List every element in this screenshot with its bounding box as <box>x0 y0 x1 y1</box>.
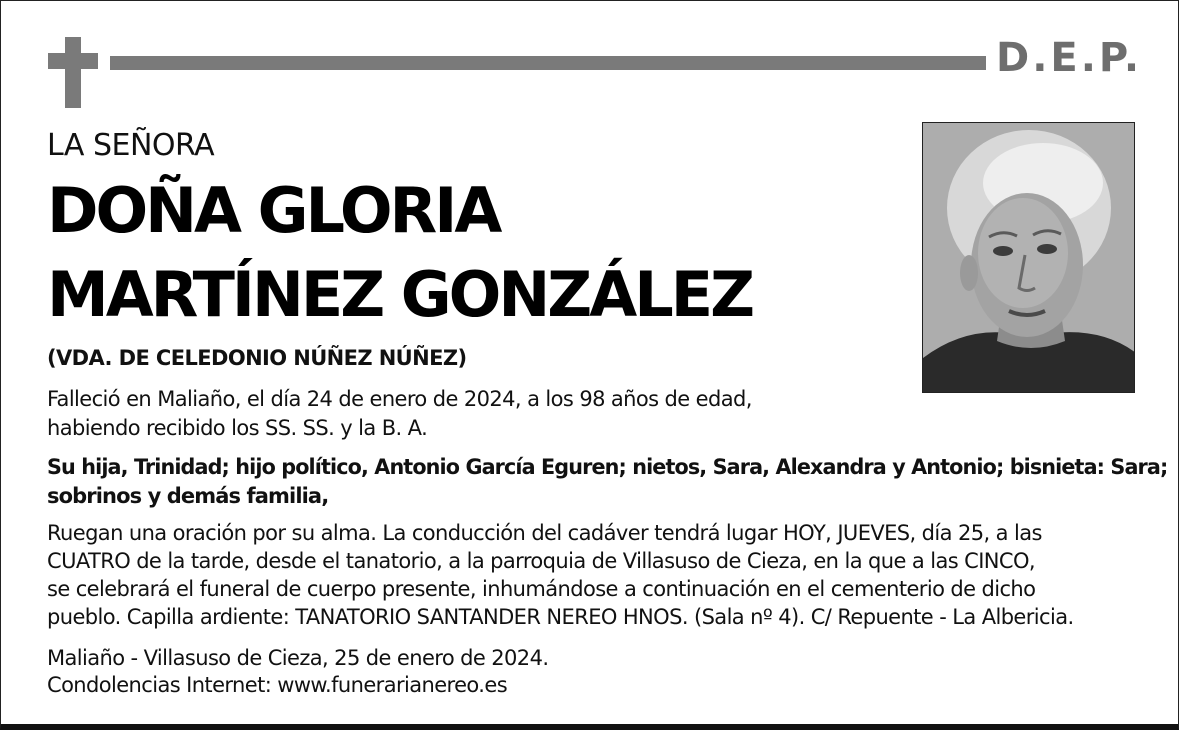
request-line1: Ruegan una oración por su alma. La conducción del cadáver tendrá lugar HOY, JUEVES, día 25, a las <box>47 521 1042 545</box>
portrait-photo <box>922 122 1135 393</box>
cross-icon-bar <box>48 53 98 69</box>
family-line2: sobrinos y demás familia, <box>47 484 329 508</box>
request-line4: pueblo. Capilla ardiente: TANATORIO SANTANDER NEREO HNOS. (Sala nº 4). C/ Repuente - La Albericia. <box>47 605 1074 629</box>
death-line2: habiendo recibido los SS. SS. y la B. A. <box>47 416 428 440</box>
deceased-name-line2: MARTÍNEZ GONZÁLEZ <box>47 258 753 331</box>
deceased-name-line1: DOÑA GLORIA <box>47 174 500 247</box>
honorific: LA SEÑORA <box>47 128 215 163</box>
header-rule <box>110 56 986 70</box>
request-line3: se celebrará el funeral de cuerpo presente, inhumándose a continuación en el cementerio de dicho <box>47 577 1036 601</box>
condolences-link: Condolencias Internet: www.funerarianereo.es <box>47 673 508 697</box>
death-line1: Falleció en Maliaño, el día 24 de enero de 2024, a los 98 años de edad, <box>47 387 752 411</box>
request-line2: CUATRO de la tarde, desde el tanatorio, a la parroquia de Villasuso de Cieza, en la que a las CINCO, <box>47 549 1035 573</box>
place-date: Maliaño - Villasuso de Cieza, 25 de enero de 2024. <box>47 646 549 670</box>
family-line1: Su hija, Trinidad; hijo político, Antonio García Eguren; nietos, Sara, Alexandra y Antonio; bisnieta: Sara; <box>47 455 1168 479</box>
portrait-image <box>923 123 1135 393</box>
dep-heading: D.E.P. <box>996 35 1143 81</box>
cross-icon <box>65 37 81 108</box>
widow-of: (VDA. DE CELEDONIO NÚÑEZ NÚÑEZ) <box>47 346 467 370</box>
